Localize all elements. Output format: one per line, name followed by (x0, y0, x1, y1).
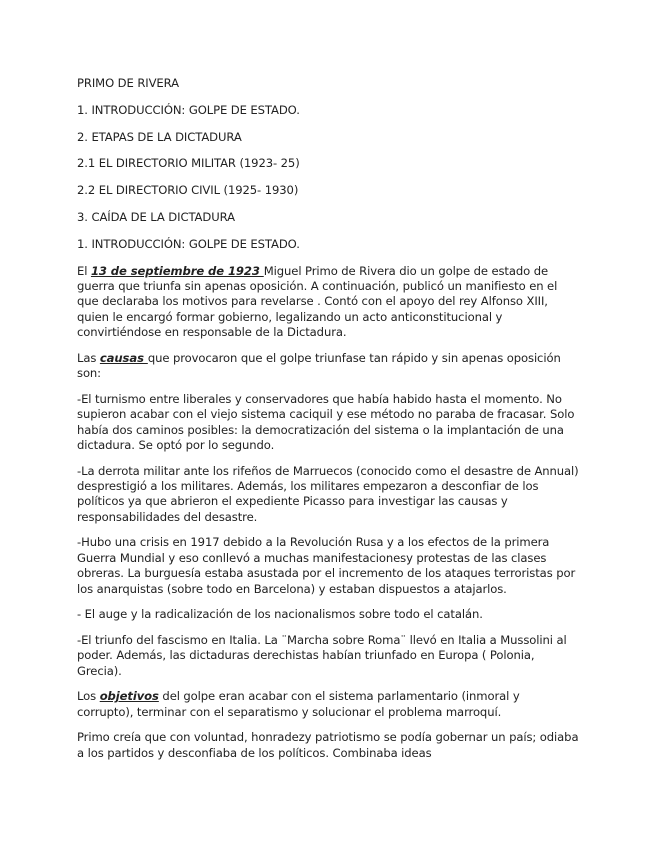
closing-paragraph: Primo creía que con voluntad, honradezy patriotismo se podía gobernar un país; odiaba a los partidos y desconfiaba de los políticos. Combinaba ideas (77, 730, 579, 760)
cause-paragraph: -El turnismo entre liberales y conservadores que había habido hasta el momento. No supieron acabar con el viejo sistema caciquil y ese método no paraba de fracasar. Solo había dos caminos posibles: la democratización del sistema o la implantación de una dictadura. Se optó por lo segundo. (77, 391, 575, 453)
causes-keyword: causas (99, 350, 148, 365)
objectives-rest: del golpe eran acabar con el sistema parlamentario (inmoral y corrupto), terminar con el separatismo y solucionar el problema marroquí. (77, 689, 520, 719)
objectives-start: Los (77, 689, 100, 704)
intro-text-rest: Miguel Primo de Rivera dio un golpe de estado de guerra que triunfa sin apenas oposición. A continuación, publicó un manifiesto en el que declaraba los motivos para revelarse . Contó con el apoyo del rey Alfonso XIII, quien le encargó formar gobierno, legalizando un acto anticonstitucional y convirtiéndose en responsable de la Dictadura. (77, 263, 558, 340)
objectives-keyword: objetivos (99, 689, 159, 704)
outline-item: 2. ETAPAS DE LA DICTADURA (77, 129, 242, 144)
cause-paragraph: -La derrota militar ante los rifeños de Marruecos (conocido como el desastre de Annual) desprestigió a los militares. Además, los militares empezaron a desconfiar de los políticos ya que abrieron el expediente Picasso para investigar las causas y responsabilidades del desastre. (77, 463, 579, 524)
outline-item: 1. INTRODUCCIÓN: GOLPE DE ESTADO. (77, 102, 300, 117)
cause-paragraph: - El auge y la radicalización de los nacionalismos sobre todo el catalán. (77, 607, 483, 622)
causes-intro-paragraph (77, 351, 579, 382)
outline-item: 2.1 EL DIRECTORIO MILITAR (1923- 25) (77, 156, 300, 171)
causes-intro-rest: que provocaron que el golpe triunfase tan rápido y sin apenas oposición son: (77, 350, 561, 381)
causes-intro-start: Las (77, 350, 100, 365)
coup-date: 13 de septiembre de 1923 (90, 263, 264, 278)
intro-text-start: El (77, 263, 91, 278)
objectives-paragraph (77, 689, 579, 720)
cause-paragraph: -El triunfo del fascismo en Italia. La ¨Marcha sobre Roma¨ llevó en Italia a Mussolini al poder. Además, las dictaduras derechistas habían triunfado en Europa ( Polonia, Grecia). (77, 632, 567, 678)
cause-paragraph: -Hubo una crisis en 1917 debido a la Revolución Rusa y a los efectos de la primera Guerra Mundial y eso conllevó a muchas manifestacionesy protestas de las clases obreras. La burguesía estaba asustada por el incremento de los ataques terroristas por los anarquistas (sobre todo en Barcelona) y estaban dispuestos a atajarlos. (77, 535, 576, 596)
section-heading: 1. INTRODUCCIÓN: GOLPE DE ESTADO. (77, 236, 300, 251)
document-title: PRIMO DE RIVERA (77, 76, 179, 90)
document-page (77, 76, 579, 771)
intro-paragraph (77, 264, 579, 341)
outline-item: 2.2 EL DIRECTORIO CIVIL (1925- 1930) (77, 183, 299, 198)
outline-item: 3. CAÍDA DE LA DICTADURA (77, 209, 235, 224)
